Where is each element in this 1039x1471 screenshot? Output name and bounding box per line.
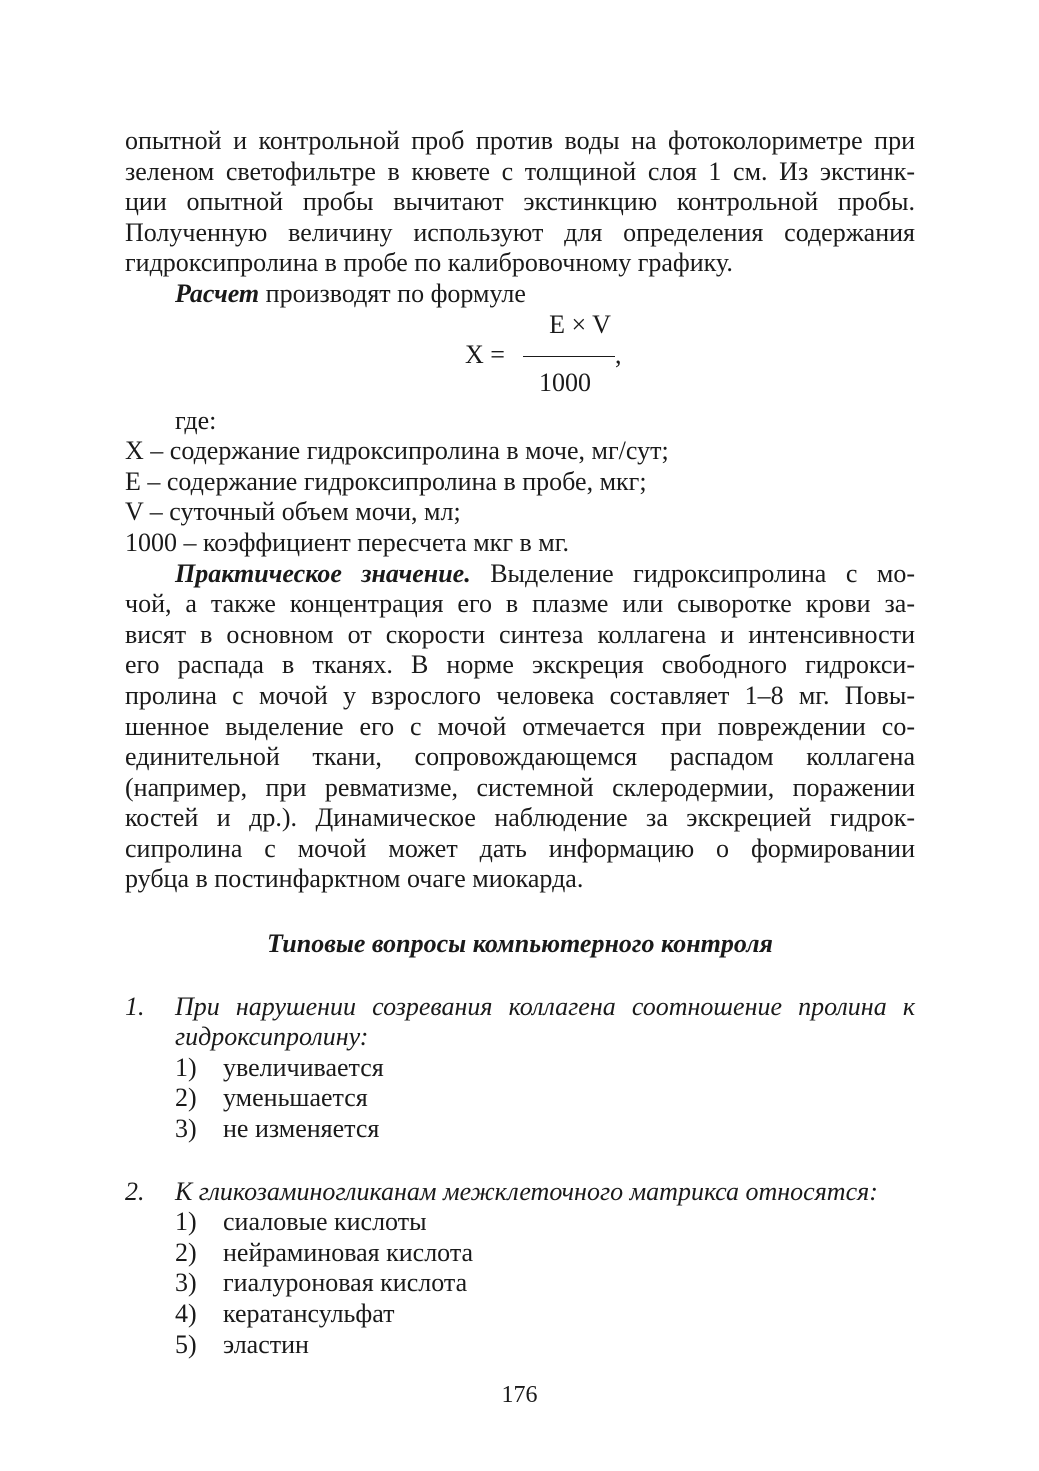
answer-option (125, 1238, 915, 1269)
paragraph-line: висят в основном от скорости синтеза коллагена и интенсивности (125, 619, 915, 649)
option-text: нейраминовая кислота (223, 1237, 474, 1267)
option-number: 4) (175, 1299, 197, 1328)
formula-denominator: 1000 (539, 367, 591, 397)
intro-paragraph (125, 126, 915, 279)
option-text: кератансульфат (223, 1299, 395, 1328)
paragraph-line: гидроксипролина в пробе по калибровочному графику. (125, 248, 733, 278)
paragraph-line: пролина с мочой у взрослого человека составляет 1–8 мг. Повы- (125, 680, 915, 710)
definition-item: E – содержание гидроксипролина в пробе, мкг; (125, 466, 647, 496)
answer-option (125, 1299, 915, 1330)
formula (125, 310, 915, 400)
option-number: 1) (175, 1052, 197, 1082)
answer-option (125, 1268, 915, 1299)
fraction-bar (523, 356, 615, 357)
paragraph-line: Полученную величину используют для определения содержания (125, 217, 915, 247)
question-text: К гликозаминогликанам межклеточного матрикса относятся: (175, 1176, 878, 1206)
practical-paragraph (125, 559, 915, 896)
paragraph-line: зеленом светофильтре в кювете с толщиной слоя 1 см. Из экстинк- (125, 156, 915, 186)
paragraph-line: ции опытной пробы вычитают экстинкцию контрольной пробы. (125, 187, 915, 217)
answer-option (125, 1083, 915, 1114)
paragraph-line (125, 559, 915, 590)
option-number: 2) (175, 1237, 197, 1267)
page-number: 176 (501, 1382, 538, 1408)
option-number: 3) (175, 1114, 197, 1144)
question-text-line: При нарушении созревания коллагена соотношение пролина к (175, 991, 915, 1021)
answer-option (125, 1114, 915, 1145)
question-head (125, 1177, 915, 1208)
page-content (125, 126, 915, 1392)
question-1 (125, 992, 915, 1145)
option-text: гиалуроновая кислота (223, 1268, 468, 1298)
calculation-intro (125, 279, 915, 310)
formula-numerator: E × V (549, 309, 611, 339)
practical-label: Практическое значение. (175, 558, 471, 588)
answer-option (125, 1053, 915, 1084)
section-title: Типовые вопросы компьютерного контроля (267, 929, 773, 959)
formula-comma: , (615, 339, 622, 369)
question-number: 2. (125, 1176, 145, 1206)
question-number: 1. (125, 991, 145, 1021)
option-text: уменьшается (223, 1083, 368, 1113)
question-text (175, 992, 915, 1053)
paragraph-line: его распада в тканях. В норме экскреция свободного гидрокси- (125, 650, 915, 680)
answer-option (125, 1330, 915, 1361)
paragraph-line: рубца в постинфарктном очаге миокарда. (125, 864, 584, 894)
paragraph-line: чой, а также концентрация его в плазме или сыворотке крови за- (125, 589, 915, 619)
option-number: 1) (175, 1207, 197, 1237)
definitions (125, 406, 915, 559)
paragraph-line: опытной и контрольной проб против воды на фотоколориметре при (125, 126, 915, 155)
option-text: сиаловые кислоты (223, 1207, 427, 1237)
where-label: где: (175, 405, 217, 435)
formula-lhs: X = (465, 339, 505, 369)
calculation-text: производят по формуле (259, 278, 526, 308)
calculation-label: Расчет (175, 278, 260, 308)
question-head (125, 992, 915, 1053)
paragraph-line: костей и др.). Динамическое наблюдение за экскрецией гидрок- (125, 803, 915, 833)
paragraph-line: (например, при ревматизме, системной склеродермии, поражении (125, 772, 915, 802)
paragraph-line: шенное выделение его с мочой отмечается при повреждении со- (125, 711, 915, 741)
option-text: увеличивается (223, 1052, 384, 1082)
answer-option (125, 1207, 915, 1238)
practical-first-line: Выделение гидроксипролина с мо- (470, 558, 915, 588)
option-number: 5) (175, 1329, 197, 1359)
definition-item: 1000 – коэффициент пересчета мкг в мг. (125, 527, 569, 557)
definition-item: X – содержание гидроксипролина в моче, мг/сут; (125, 436, 669, 466)
definition-item: V – суточный объем мочи, мл; (125, 497, 461, 527)
option-text: не изменяется (223, 1114, 380, 1144)
option-number: 3) (175, 1268, 197, 1298)
paragraph-line: единительной ткани, сопровождающемся распадом коллагена (125, 742, 915, 772)
question-text-line: гидроксипролину: (175, 1022, 369, 1052)
question-2 (125, 1177, 915, 1361)
option-number: 2) (175, 1083, 197, 1113)
option-text: эластин (223, 1329, 309, 1359)
paragraph-line: сипролина с мочой может дать информацию о формировании (125, 833, 915, 863)
